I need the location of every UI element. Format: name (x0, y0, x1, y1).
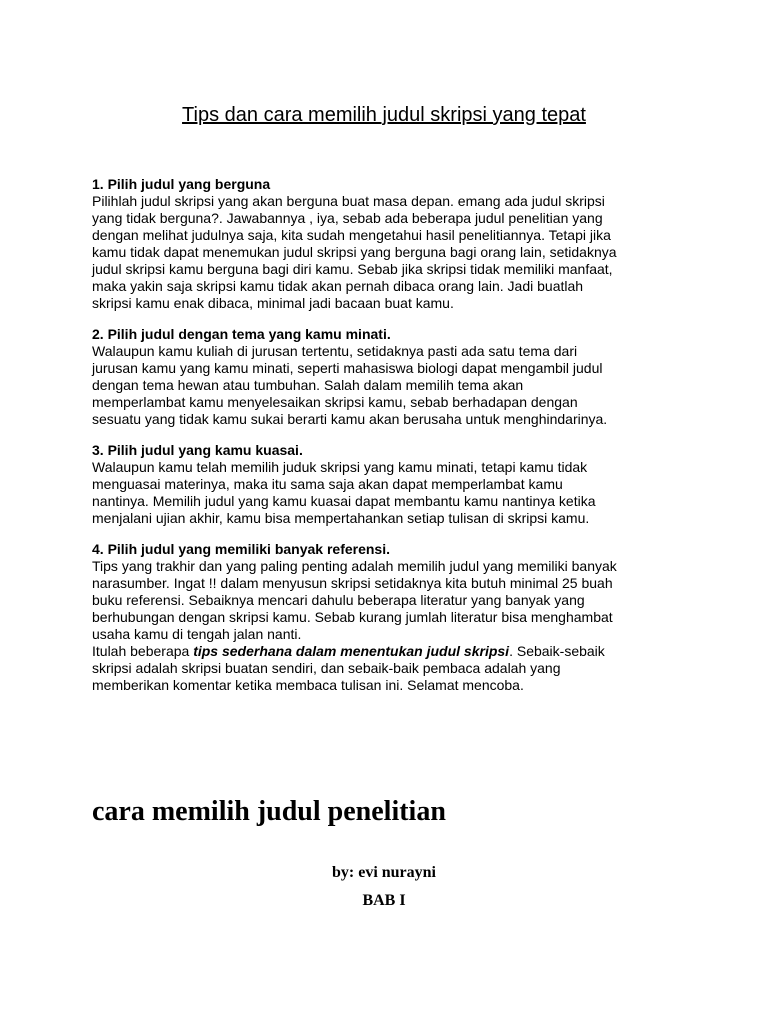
section-paragraph: Walaupun kamu telah memilih juduk skripsi yang kamu minati, tetapi kamu tidak menguasai materinya, maka itu sama saja akan dapat memperlambat kamu nantinya. Memilih judul yang kamu kuasai dapat membantu kamu nantinya ketika menjalani ujian akhir, kamu bisa mempertahankan setiap tulisan di skripsi kamu. (92, 459, 596, 526)
section-paragraph: Tips yang trakhir dan yang paling penting adalah memilih judul yang memiliki banyak narasumber. Ingat !! dalam menyusun skripsi setidaknya kita butuh minimal 25 buah buku referensi. Sebaiknya mencari dahulu beberapa literatur yang banyak yang berhubungan dengan skripsi kamu. Sebab kurang jumlah literatur bisa menghambat usaha kamu di tengah jalan nanti. (92, 558, 617, 642)
closing-suffix: . Sebaik-sebaik skripsi adalah skripsi buatan sendiri, dan sebaik-baik pembaca adalah yang memberikan komentar ketika membaca tulisan ini. Selamat mencoba. (92, 643, 605, 693)
closing-paragraph (92, 643, 692, 694)
section-paragraph: Walaupun kamu kuliah di jurusan tertentu, setidaknya pasti ada satu tema dari jurusan kamu yang kamu minati, seperti mahasiswa biologi dapat mengambil judul dengan tema hewan atau tumbuhan. Salah dalam memilih tema akan memperlambat kamu menyelesaikan skripsi kamu, sebab berhadapan dengan sesuatu yang tidak kamu sukai berarti kamu akan berusaha untuk menghindarinya. (92, 343, 608, 427)
section-heading: 1. Pilih judul yang berguna (92, 176, 271, 192)
document-title: Tips dan cara memilih judul skripsi yang tepat (182, 104, 586, 126)
chapter-label: BAB I (362, 892, 406, 909)
section-4 (92, 541, 692, 694)
section-paragraph: Pilihlah judul skripsi yang akan berguna buat masa depan. emang ada judul skripsi yang tidak berguna?. Jawabannya , iya, sebab ada beberapa judul penelitian yang dengan melihat judulnya saja, kita sudah mengetahui hasil penelitiannya. Tetapi jika kamu tidak dapat menemukan judul skripsi yang berguna bagi orang lain, setidaknya judul skripsi kamu berguna bagi diri kamu. Sebab jika skripsi tidak memiliki manfaat, maka yakin saja skripsi kamu tidak akan pernah dibaca orang lain. Jadi buatlah skripsi kamu enak dibaca, minimal jadi bacaan buat kamu. (92, 193, 617, 311)
closing-prefix: Itulah beberapa (92, 643, 194, 659)
section-big-heading: cara memilih judul penelitian (92, 796, 446, 827)
section-3 (92, 442, 692, 527)
section-heading: 2. Pilih judul dengan tema yang kamu minati. (92, 326, 391, 342)
section-2 (92, 326, 692, 428)
document-body (92, 176, 692, 708)
section-heading: 4. Pilih judul yang memiliki banyak referensi. (92, 541, 390, 557)
author-byline: by: evi nurayni (331, 864, 436, 881)
section-1 (92, 176, 692, 312)
section-heading: 3. Pilih judul yang kamu kuasai. (92, 442, 303, 458)
closing-emphasis: tips sederhana dalam menentukan judul skripsi (193, 643, 510, 659)
